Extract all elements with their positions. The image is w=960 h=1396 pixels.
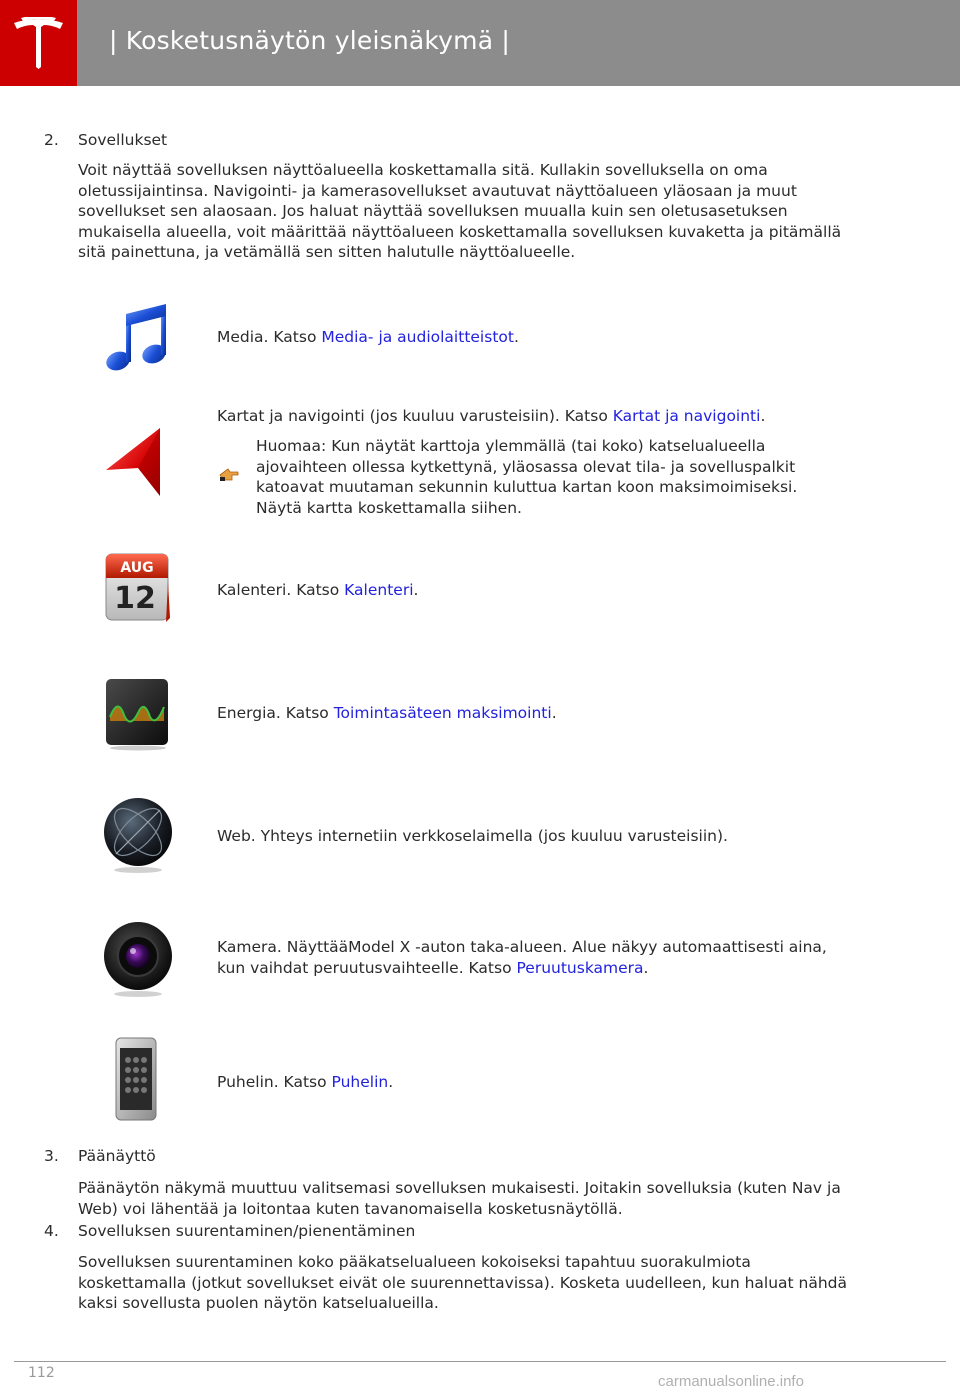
- link-calendar[interactable]: Kalenteri: [344, 581, 414, 599]
- link-phone[interactable]: Puhelin: [331, 1073, 389, 1091]
- app-description-camera: Kamera. NäyttääModel X -auton taka-alueen. Alue näkyy automaattisesti aina, kun vaihdat peruutusvaihteelle. Katso Peruutuskamera.: [217, 938, 827, 977]
- camera-lens-icon: [102, 918, 174, 1004]
- app-description-maps: Kartat ja navigointi (jos kuuluu varusteisiin). Katso Kartat ja navigointi.: [217, 407, 766, 425]
- tesla-logo: [0, 0, 77, 86]
- item-number: 4.: [44, 1222, 59, 1240]
- tesla-logo-icon: [12, 17, 65, 69]
- energy-graph-icon: [104, 677, 172, 757]
- item-number: 3.: [44, 1147, 59, 1165]
- svg-text:12: 12: [114, 581, 156, 616]
- app-description-calendar: Kalenteri. Katso Kalenteri.: [217, 581, 419, 599]
- link-maps[interactable]: Kartat ja navigointi: [612, 407, 761, 425]
- link-camera[interactable]: Peruutuskamera: [516, 958, 644, 977]
- item-paragraph: Sovelluksen suurentaminen koko pääkatselualueen kokoiseksi tapahtuu suorakulmiota koskettamalla (jotkut sovellukset eivät ole suurennettavissa). Kosketa uudelleen, kun haluat nähdä kaksi sovellusta puolen näytön katselualueilla.: [78, 1253, 848, 1312]
- pointing-hand-icon: [219, 466, 239, 488]
- page-number: 112: [28, 1365, 55, 1381]
- phone-icon: [114, 1036, 160, 1132]
- link-energy[interactable]: Toimintasäteen maksimointi: [333, 704, 552, 722]
- item-paragraph: Voit näyttää sovelluksen näyttöalueella koskettamalla sitä. Kullakin sovelluksella on oma oletussijaintinsa. Navigointi- ja kamerasovellukset avautuvat näyttöalueen yläosaan ja muut sovellukset sen alaosaan. Jos haluat näyttää sovelluksen muualla kuin sen oletusasetuksen mukaisella alueella, voit määrittää näyttöalueen koskettamalla sovelluksen kuvaketta ja pitämällä sitä painettuna, ja vetämällä sen sitten halutulle näyttöalueelle.: [78, 161, 842, 261]
- svg-text:AUG: AUG: [120, 560, 154, 576]
- page-header: [0, 0, 960, 86]
- note-text: Huomaa: Kun näytät karttoja ylemmällä (tai koko) katselualueella ajovaihteen ollessa kytkettynä, yläosassa olevat tila- ja sovelluspalkit katoavat muutaman sekunnin kuluttua kartan koon maksimoimiseksi. Näytä kartta koskettamalla siihen.: [256, 437, 798, 517]
- link-media[interactable]: Media- ja audiolaitteistot: [321, 328, 514, 346]
- item-heading: Sovelluksen suurentaminen/pienentäminen: [78, 1222, 416, 1240]
- music-note-icon: [104, 300, 170, 378]
- web-globe-icon: [102, 794, 174, 880]
- app-description-media: Media. Katso Media- ja audiolaitteistot.: [217, 328, 519, 346]
- item-number: 2.: [44, 131, 59, 149]
- footer-divider: [14, 1361, 946, 1362]
- app-description-phone: Puhelin. Katso Puhelin.: [217, 1073, 394, 1091]
- item-heading: Sovellukset: [78, 131, 168, 149]
- navigation-arrow-icon: [104, 426, 164, 504]
- item-paragraph: Päänäytön näkymä muuttuu valitsemasi sovelluksen mukaisesti. Joitakin sovelluksia (kuten Nav ja Web) voi lähentää ja loitontaa kuten tavanomaisella kosketusnäytöllä.: [78, 1179, 841, 1218]
- page-title: | Kosketusnäytön yleisnäkymä |: [109, 26, 511, 55]
- watermark: carmanualsonline.info: [658, 1373, 804, 1390]
- app-description-energy: Energia. Katso Toimintasäteen maksimointi.: [217, 704, 557, 722]
- app-description-web: Web. Yhteys internetiin verkkoselaimella (jos kuuluu varusteisiin).: [217, 827, 728, 845]
- calendar-icon: [104, 552, 172, 630]
- item-heading: Päänäyttö: [78, 1147, 156, 1165]
